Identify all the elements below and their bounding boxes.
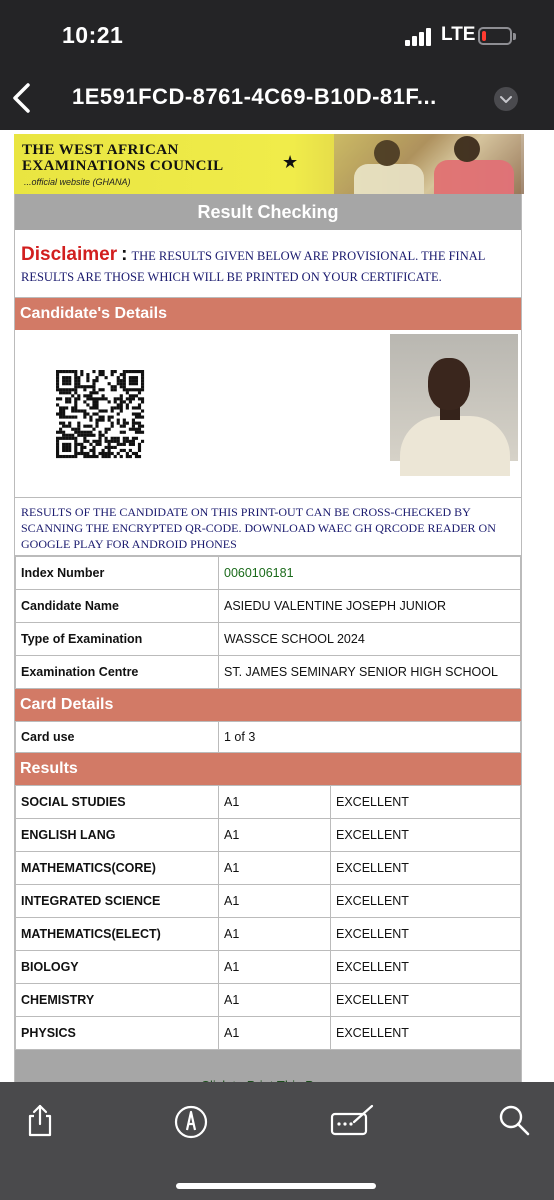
disclaimer-label: Disclaimer bbox=[21, 244, 118, 265]
table-row bbox=[16, 885, 521, 918]
table-row bbox=[16, 656, 521, 689]
remark-cell: EXCELLENT bbox=[331, 786, 521, 819]
keyboard-edit-icon[interactable] bbox=[330, 1102, 376, 1138]
subject-cell: CHEMISTRY bbox=[16, 984, 219, 1017]
candidate-name-value: ASIEDU VALENTINE JOSEPH JUNIOR bbox=[219, 590, 521, 623]
share-icon[interactable] bbox=[22, 1102, 58, 1138]
table-row bbox=[16, 918, 521, 951]
grade-cell: A1 bbox=[219, 918, 331, 951]
subject-cell: BIOLOGY bbox=[16, 951, 219, 984]
grade-cell: A1 bbox=[219, 786, 331, 819]
candidate-details-header: Candidate's Details bbox=[15, 298, 521, 330]
table-row bbox=[16, 852, 521, 885]
grade-cell: A1 bbox=[219, 1017, 331, 1050]
top-bar bbox=[0, 0, 554, 130]
search-icon[interactable] bbox=[496, 1102, 532, 1138]
grade-cell: A1 bbox=[219, 984, 331, 1017]
waec-banner bbox=[14, 134, 521, 194]
status-time: 10:21 bbox=[62, 22, 124, 48]
banner-title: THE WEST AFRICAN EXAMINATIONS COUNCIL bbox=[22, 142, 224, 174]
candidate-details-table bbox=[15, 556, 521, 689]
banner-subtitle: ...official website (GHANA) bbox=[24, 177, 131, 187]
subject-cell: MATHEMATICS(ELECT) bbox=[16, 918, 219, 951]
table-row bbox=[16, 786, 521, 819]
table-row bbox=[16, 984, 521, 1017]
detail-label: Index Number bbox=[16, 557, 219, 590]
subject-cell: SOCIAL STUDIES bbox=[16, 786, 219, 819]
table-row bbox=[16, 722, 521, 753]
remark-cell: EXCELLENT bbox=[331, 852, 521, 885]
battery-icon bbox=[478, 27, 512, 45]
star-icon: ★ bbox=[282, 152, 299, 172]
exam-type-value: WASSCE SCHOOL 2024 bbox=[219, 623, 521, 656]
back-icon[interactable] bbox=[10, 82, 34, 114]
table-row bbox=[16, 590, 521, 623]
card-use-value: 1 of 3 bbox=[219, 722, 521, 753]
qr-code bbox=[56, 370, 144, 458]
card-details-header: Card Details bbox=[15, 689, 521, 721]
signal-icon bbox=[405, 28, 435, 46]
markup-icon[interactable] bbox=[173, 1102, 209, 1138]
detail-label: Type of Examination bbox=[16, 623, 219, 656]
exam-centre-value: ST. JAMES SEMINARY SENIOR HIGH SCHOOL bbox=[219, 656, 521, 689]
index-number-value: 0060106181 bbox=[219, 557, 521, 590]
document-page[interactable] bbox=[0, 130, 554, 1082]
disclaimer: Disclaimer : THE RESULTS GIVEN BELOW ARE PROVISIONAL. THE FINAL RESULTS ARE THOSE WHICH WILL BE PRINTED ON YOUR CERTIFICATE. bbox=[15, 230, 521, 298]
remark-cell: EXCELLENT bbox=[331, 984, 521, 1017]
card-details-table bbox=[15, 721, 521, 753]
grade-cell: A1 bbox=[219, 951, 331, 984]
detail-label: Candidate Name bbox=[16, 590, 219, 623]
table-row bbox=[16, 557, 521, 590]
table-row bbox=[16, 951, 521, 984]
detail-label: Examination Centre bbox=[16, 656, 219, 689]
qr-note: RESULTS OF THE CANDIDATE ON THIS PRINT-OUT CAN BE CROSS-CHECKED BY SCANNING THE ENCRYPTED QR-CODE. DOWNLOAD WAEC GH QRCODE READER ON GOOGLE PLAY FOR ANDROID PHONES bbox=[15, 498, 521, 556]
disclaimer-text-1: THE RESULTS GIVEN BELOW ARE PROVISIONAL. THE FINAL bbox=[131, 249, 486, 263]
remark-cell: EXCELLENT bbox=[331, 885, 521, 918]
results-table bbox=[15, 785, 521, 1050]
table-row bbox=[16, 819, 521, 852]
subject-cell: INTEGRATED SCIENCE bbox=[16, 885, 219, 918]
disclaimer-text-2: RESULTS ARE THOSE WHICH WILL BE PRINTED ON YOUR CERTIFICATE. bbox=[21, 270, 442, 284]
subject-cell: PHYSICS bbox=[16, 1017, 219, 1050]
candidate-photo bbox=[390, 334, 518, 461]
network-label: LTE bbox=[441, 24, 476, 45]
grade-cell: A1 bbox=[219, 852, 331, 885]
home-indicator[interactable] bbox=[176, 1183, 376, 1189]
banner-photo bbox=[334, 134, 524, 194]
table-row bbox=[16, 1017, 521, 1050]
result-checking-header: Result Checking bbox=[15, 194, 521, 230]
candidate-media bbox=[15, 330, 521, 498]
result-container bbox=[14, 194, 522, 1103]
more-icon[interactable] bbox=[494, 87, 518, 111]
remark-cell: EXCELLENT bbox=[331, 1017, 521, 1050]
remark-cell: EXCELLENT bbox=[331, 918, 521, 951]
subject-cell: MATHEMATICS(CORE) bbox=[16, 852, 219, 885]
results-header: Results bbox=[15, 753, 521, 785]
remark-cell: EXCELLENT bbox=[331, 819, 521, 852]
remark-cell: EXCELLENT bbox=[331, 951, 521, 984]
card-use-label: Card use bbox=[16, 722, 219, 753]
grade-cell: A1 bbox=[219, 819, 331, 852]
grade-cell: A1 bbox=[219, 885, 331, 918]
document-title: 1E591FCD-8761-4C69-B10D-81F... bbox=[72, 84, 437, 109]
subject-cell: ENGLISH LANG bbox=[16, 819, 219, 852]
table-row bbox=[16, 623, 521, 656]
